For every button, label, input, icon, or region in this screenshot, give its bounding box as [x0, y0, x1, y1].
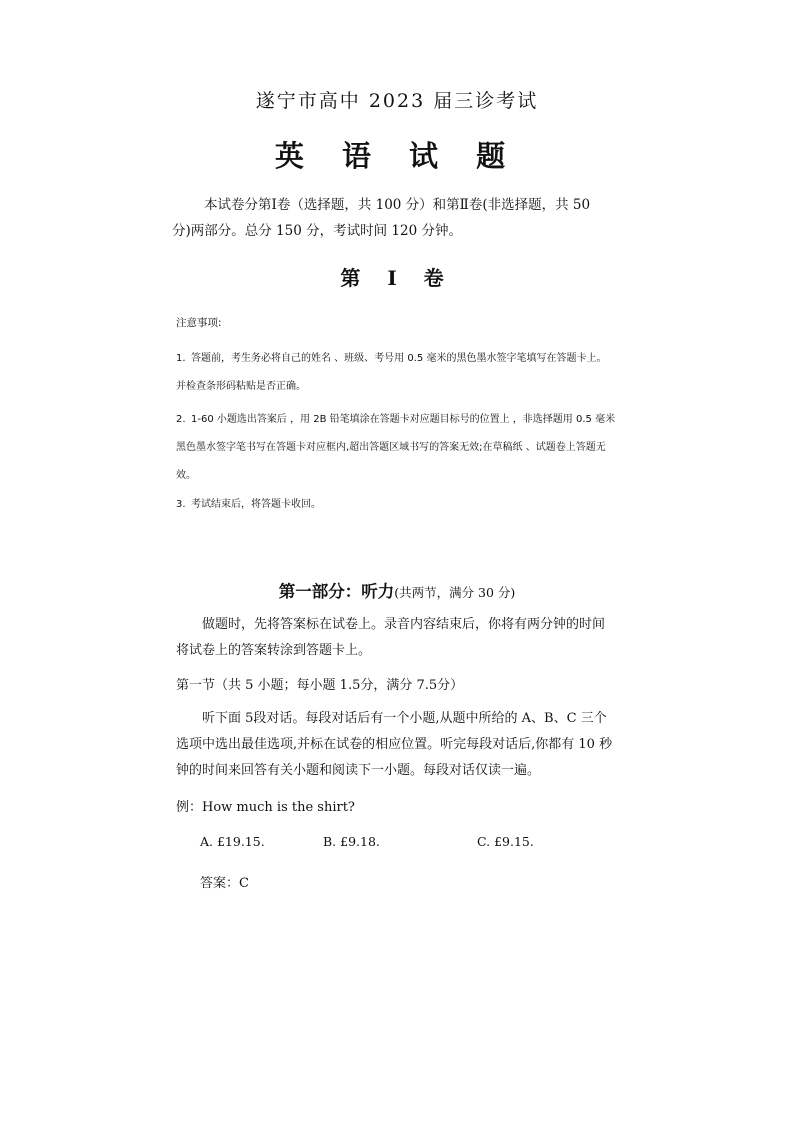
section-one-title: 第一节（共 5 小题；每小题 1.5分，满分 7.5分） — [176, 678, 464, 693]
listening-instruction: 做题时，先将答案标在试卷上。录音内容结束后，你将有两分钟的时间将试卷上的答案转涂到答题卡上。 — [176, 617, 606, 658]
notice-item-number: 3. — [176, 499, 186, 510]
volume-title: 第 Ⅰ 卷 — [340, 266, 454, 290]
notice-item-number: 1. — [176, 353, 186, 364]
notice-item-text: 1-60 小题选出答案后 ，用 2B 铅笔填涂在答题卡对应题目标号的位置上 ，非选择题用 0.5 毫米黑色墨水签字笔书写在答题卡对应框内,超出答题区域书写的答案无效;在草稿纸 、试题卷上答题无效。 — [176, 414, 616, 481]
example-option-b: B. £9.18. — [323, 834, 380, 849]
notice-item-2 — [176, 406, 616, 490]
section-one-instruction: 听下面 5段对话。每段对话后有一个小题,从题中所给的 A、B、C 三个选项中选出最佳选项,并标在试卷的相应位置。听完每段对话后,你都有 10 秒钟的时间来回答有关小题和阅读下一小题。每段对话仅读一遍。 — [176, 711, 613, 778]
example-answer: 答案：C — [200, 876, 249, 891]
notice-item-3 — [176, 491, 616, 519]
notice-item-text: 考试结束后，将答题卡收回。 — [191, 499, 321, 510]
part-one-title-main: 第一部分：听力 — [278, 582, 395, 601]
notice-item-1 — [176, 345, 616, 401]
school-exam-title: 遂宁市高中 2023 届三诊考试 — [255, 90, 539, 112]
notice-item-text: 答题前，考生务必将自己的姓名 、班级、考号用 0.5 毫米的黑色墨水签字笔填写在答题卡上。并检查条形码粘贴是否正确。 — [176, 353, 607, 392]
part-one-title-note: (共两节，满分 30 分) — [394, 585, 516, 600]
intro-paragraph: 本试卷分第Ⅰ卷（选择题，共 100 分）和第Ⅱ卷(非选择题，共 50 分)两部分。总分 150 分，考试时间 120 分钟。 — [172, 197, 591, 239]
example-question: 例：How much is the shirt? — [176, 800, 355, 815]
part-one-title — [0, 578, 794, 602]
notice-item-number: 2. — [176, 414, 186, 425]
notice-heading: 注意事项: — [176, 317, 222, 329]
subject-title: 英 语 试 题 — [274, 139, 520, 173]
example-option-c: C. £9.15. — [477, 834, 534, 849]
example-option-a: A. £19.15. — [200, 834, 265, 849]
